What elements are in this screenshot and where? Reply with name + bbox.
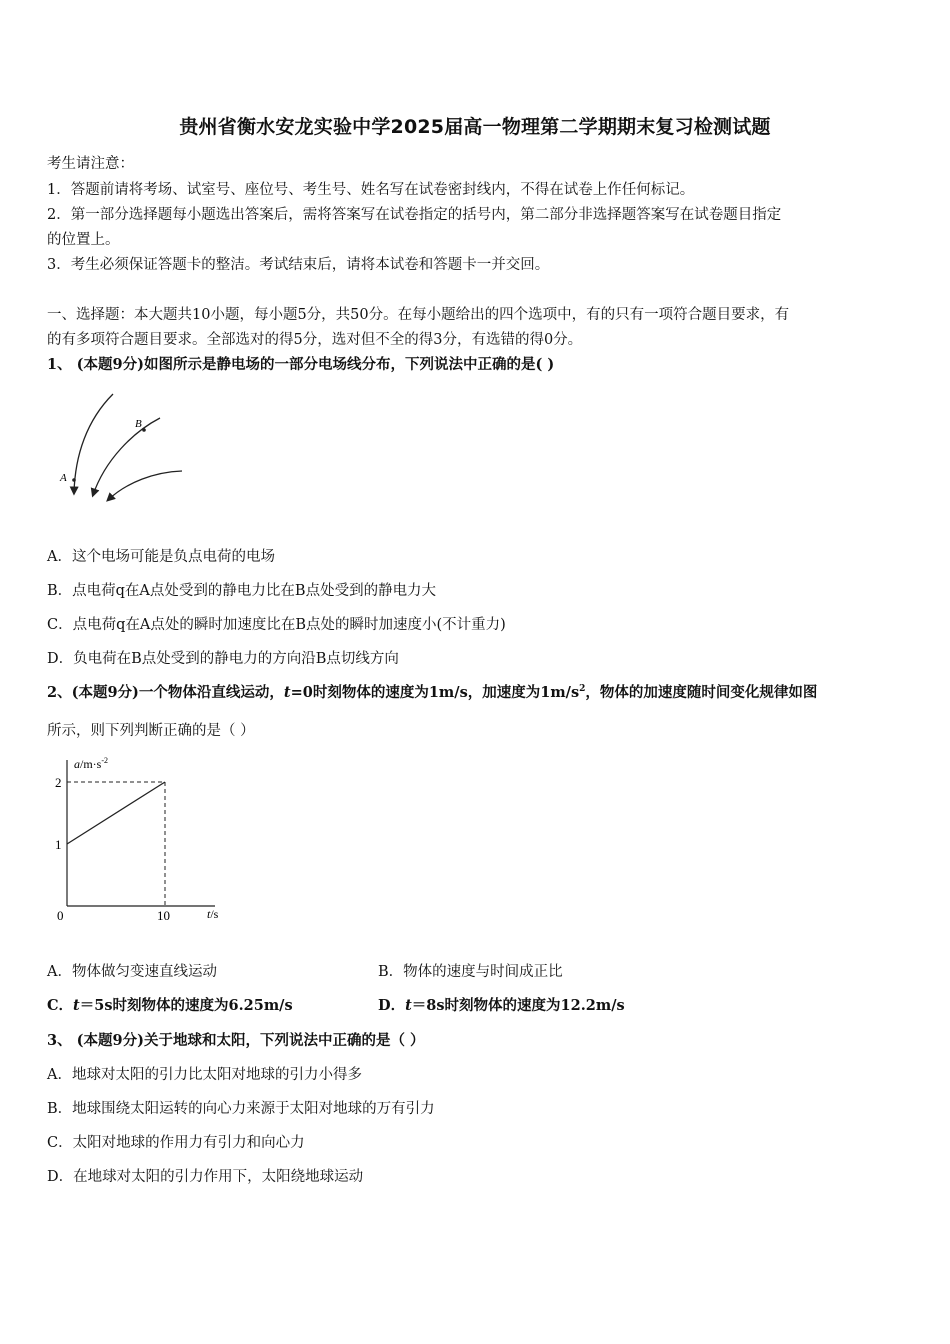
q3-stem: 3、 (本题9分)关于地球和太阳，下列说法中正确的是（ ） — [47, 1032, 425, 1049]
q3-option-a: A．地球对太阳的引力比太阳对地球的引力小得多 — [47, 1067, 362, 1083]
q2-option-d: D．t＝8s时刻物体的速度为12.2m/s — [378, 997, 625, 1014]
q1-stem: 1、 (本题9分)如图所示是静电场的一部分电场线分布，下列说法中正确的是( ) — [47, 356, 555, 373]
q1-option-c: C．点电荷q在A点处的瞬时加速度比在B点处的瞬时加速度小(不计重力) — [47, 617, 506, 633]
q2-acceleration-chart — [45, 752, 235, 922]
notice-item-3: 3．考生必须保证答题卡的整洁。考试结束后，请将本试卷和答题卡一并交回。 — [47, 257, 550, 273]
field-line-1 — [74, 394, 113, 493]
q3-option-c: C．太阳对地球的作用力有引力和向心力 — [47, 1135, 305, 1151]
label-a: A — [60, 472, 67, 484]
q1-option-b: B．点电荷q在A点处受到的静电力比在B点处受到的静电力大 — [47, 583, 437, 599]
q3-option-b: B．地球围绕太阳运转的向心力来源于太阳对地球的万有引力 — [47, 1101, 435, 1117]
point-a — [72, 478, 76, 482]
section-instructions-line1: 一、选择题：本大题共10小题，每小题5分，共50分。在每小题给出的四个选项中，有的只有一项符合题目要求，有 — [47, 307, 790, 323]
origin-label: 0 — [57, 908, 64, 922]
label-b: B — [135, 418, 142, 430]
q2-stem: 2、(本题9分)一个物体沿直线运动，t=0时刻物体的速度为1m/s，加速度为$1m/s^2$，物体的加速度随时间变化规律如图 — [47, 684, 818, 701]
notice-heading: 考生请注意： — [47, 156, 134, 172]
page-title: 贵州省衡水安龙实验中学2025届高一物理第二学期期末复习检测试题 — [179, 116, 771, 138]
field-line-2 — [93, 418, 160, 495]
q1-electric-field-figure — [55, 390, 190, 510]
q1-option-d: D．负电荷在B点处受到的静电力的方向沿B点切线方向 — [47, 651, 399, 667]
section-instructions-line2: 的有多项符合题目要求。全部选对的得5分，选对但不全的得3分，有选错的得0分。 — [47, 332, 583, 348]
y-axis-label: $a/m\cdot s^{-2}$ — [74, 756, 109, 771]
q2-stem-line2: 所示，则下列判断正确的是（ ） — [47, 723, 255, 739]
x-axis-label: t/s — [207, 907, 219, 921]
acceleration-series-line — [67, 782, 165, 844]
y-tick-2: 2 — [55, 775, 62, 790]
q2-option-b: B．物体的速度与时间成正比 — [378, 964, 563, 980]
notice-item-1: 1．答题前请将考场、试室号、座位号、考生号、姓名写在试卷密封线内，不得在试卷上作任何标记。 — [47, 182, 695, 198]
notice-item-2: 2．第一部分选择题每小题选出答案后，需将答案写在试卷指定的括号内，第二部分非选择题答案写在试卷题目指定 — [47, 207, 782, 223]
q2-option-c: C．t＝5s时刻物体的速度为6.25m/s — [47, 997, 293, 1014]
y-tick-1: 1 — [55, 837, 62, 852]
notice-item-2-cont: 的位置上。 — [47, 232, 120, 248]
point-b — [142, 428, 146, 432]
q3-option-d: D．在地球对太阳的引力作用下，太阳绕地球运动 — [47, 1169, 364, 1185]
q2-option-a: A．物体做匀变速直线运动 — [47, 964, 217, 980]
field-line-3 — [108, 471, 182, 500]
q1-option-a: A．这个电场可能是负点电荷的电场 — [47, 549, 275, 565]
x-tick-10: 10 — [157, 908, 170, 922]
